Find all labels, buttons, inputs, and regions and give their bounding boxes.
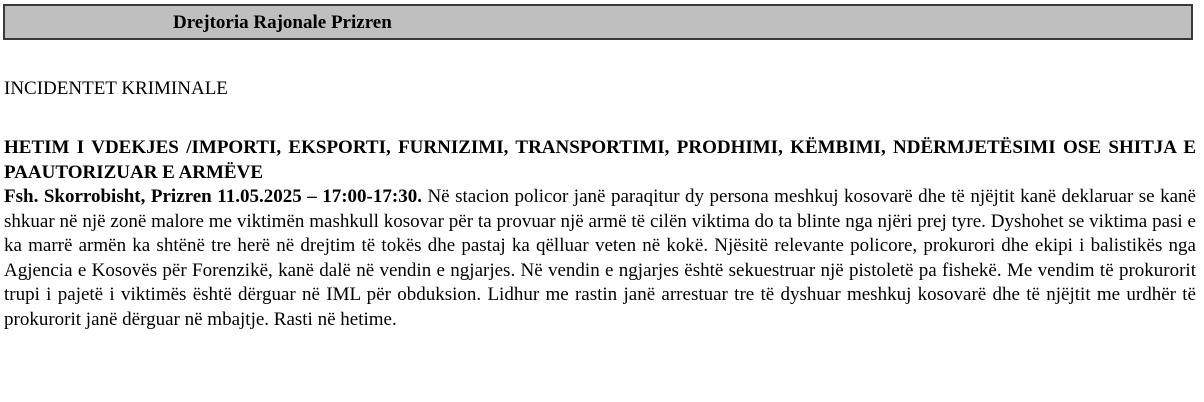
section-title: INCIDENTET KRIMINALE bbox=[4, 78, 228, 99]
header-title: Drejtoria Rajonale Prizren bbox=[173, 12, 392, 33]
incident-title: HETIM I VDEKJES /IMPORTI, EKSPORTI, FURNIZIMI, TRANSPORTIMI, PRODHIMI, KËMBIMI, NDËRMJETËSIMI OSE SHITJA E PAAUTORIZUAR E ARMËVE bbox=[4, 137, 1196, 183]
header-box bbox=[3, 4, 1193, 40]
incident-block bbox=[4, 136, 1196, 332]
incident-meta: Fsh. Skorrobisht, Prizren 11.05.2025 – 17:00-17:30. bbox=[4, 186, 422, 207]
incident-text bbox=[4, 185, 1196, 332]
incident-body: Në stacion policor janë paraqitur dy persona meshkuj kosovarë dhe të njëjtit kanë deklaruar se kanë shkuar në një zonë malore me viktimën mashkull kosovar për ta provuar një armë të cilën viktima do ta blinte nga njëri prej tyre. Dyshohet se viktima pasi e ka marrë armën ka shtënë tre herë në drejtim të tokës dhe pastaj ka qëlluar veten në kokë. Njësitë relevante policore, prokurori dhe ekipi i balistikës nga Agjencia e Kosovës për Forenzikë, kanë dalë në vendin e ngjarjes. Në vendin e ngjarjes është sekuestruar një pistoletë pa fishekë. Me vendim të prokurorit trupi i pajetë i viktimës është dërguar në IML për obduksion. Lidhur me rastin janë arrestuar tre të dyshuar meshkuj kosovarë dhe të njëjtit me urdhër të prokurorit janë dërguar në mbajtje. Rasti në hetime. bbox=[4, 186, 1196, 330]
